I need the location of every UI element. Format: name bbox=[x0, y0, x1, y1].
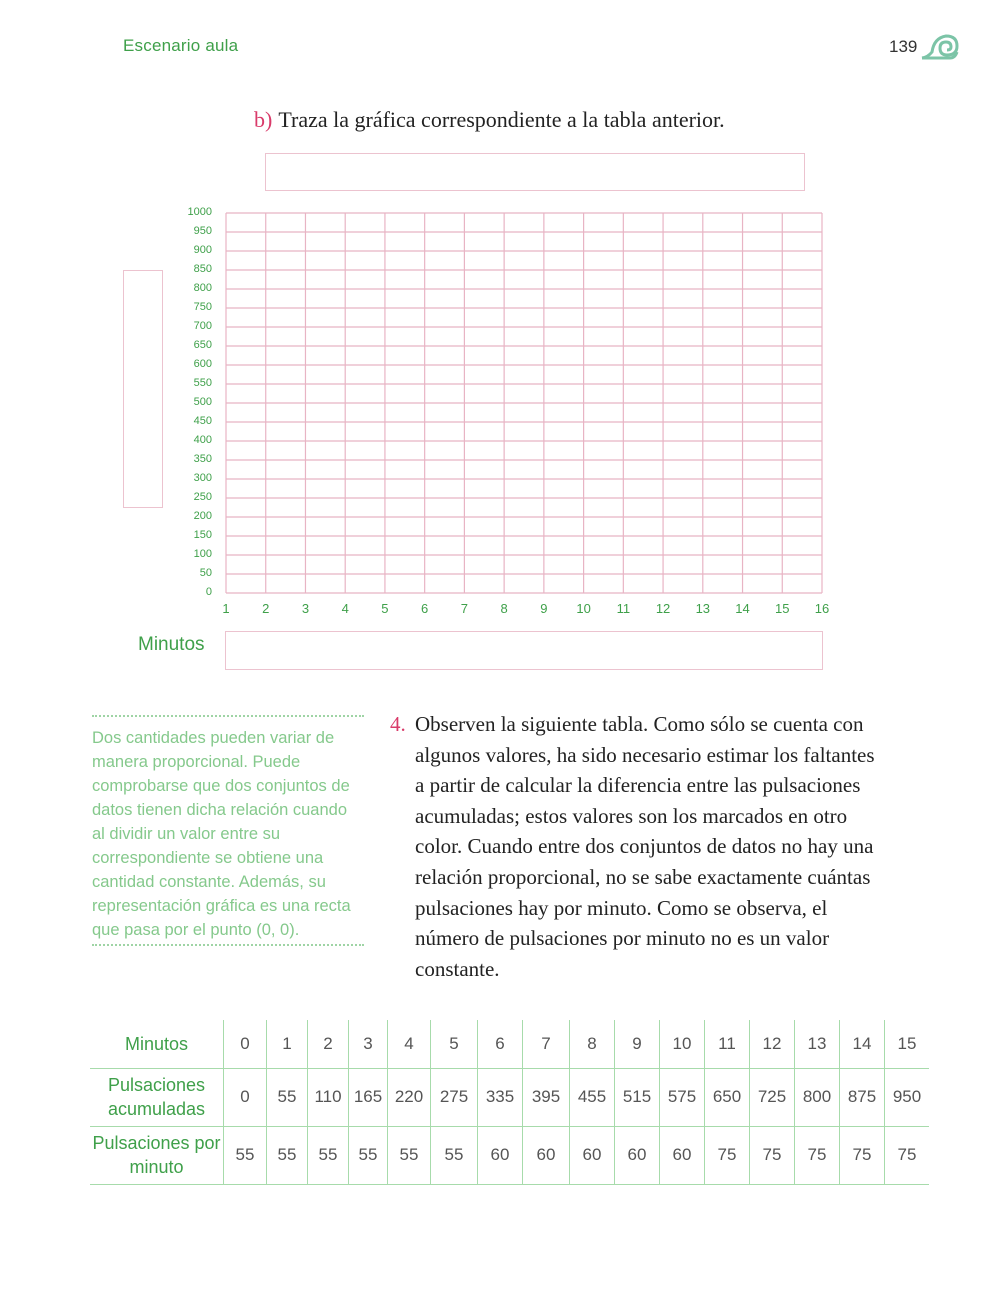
y-tick-label: 200 bbox=[193, 510, 212, 522]
table-cell: 165 bbox=[349, 1068, 388, 1126]
table-cell: 55 bbox=[431, 1126, 478, 1184]
table-cell: 0 bbox=[224, 1020, 267, 1068]
table-cell: 0 bbox=[224, 1068, 267, 1126]
y-tick-label: 700 bbox=[193, 320, 212, 332]
y-tick-label: 450 bbox=[193, 415, 212, 427]
table-cell: 6 bbox=[478, 1020, 523, 1068]
y-tick-label: 950 bbox=[193, 225, 212, 237]
page-number: 139 bbox=[889, 37, 918, 56]
table-cell: 515 bbox=[615, 1068, 660, 1126]
table-cell: 3 bbox=[349, 1020, 388, 1068]
table-cell: 55 bbox=[224, 1126, 267, 1184]
question-4-text: Observen la siguiente tabla. Como sólo se cuenta con algunos valores, ha sido necesario estimar los faltantes a partir de calcular la diferencia entre las pulsaciones acumuladas; estos valores son los marcados en otro color. Cuando entre dos conjuntos de datos no hay una relación proporcional, no se sabe exactamente cuántas pulsaciones hay por minuto. Como se observa, el número de pulsaciones por minuto no es un valor constante. bbox=[415, 712, 875, 981]
table-cell: 110 bbox=[308, 1068, 349, 1126]
table-cell: 75 bbox=[840, 1126, 885, 1184]
x-tick-label: 13 bbox=[695, 601, 711, 616]
snail-icon bbox=[920, 28, 960, 62]
table-cell: 11 bbox=[705, 1020, 750, 1068]
table-cell: 950 bbox=[885, 1068, 930, 1126]
x-tick-label: 14 bbox=[735, 601, 750, 616]
y-tick-label: 350 bbox=[193, 453, 212, 465]
table-cell: 60 bbox=[570, 1126, 615, 1184]
y-tick-label: 300 bbox=[193, 472, 212, 484]
table-cell: 220 bbox=[388, 1068, 431, 1126]
question-b bbox=[254, 107, 725, 133]
y-tick-label: 800 bbox=[193, 282, 212, 294]
y-tick-label: 850 bbox=[193, 263, 212, 275]
x-tick-label: 16 bbox=[814, 601, 830, 616]
table-cell: 55 bbox=[267, 1068, 308, 1126]
y-tick-label: 50 bbox=[199, 567, 212, 579]
y-tick-label: 900 bbox=[193, 244, 212, 256]
x-tick-label: 9 bbox=[540, 601, 548, 616]
question-b-label: b) bbox=[254, 107, 273, 132]
table-cell: 575 bbox=[660, 1068, 705, 1126]
table-cell: 60 bbox=[478, 1126, 523, 1184]
x-tick-label: 10 bbox=[576, 601, 591, 616]
question-b-text: Traza la gráfica correspondiente a la tabla anterior. bbox=[278, 107, 725, 132]
table-cell: 650 bbox=[705, 1068, 750, 1126]
table-cell: 4 bbox=[388, 1020, 431, 1068]
row-header: Pulsaciones acumuladas bbox=[107, 1075, 206, 1119]
table-cell: 800 bbox=[795, 1068, 840, 1126]
pulse-table bbox=[90, 1020, 929, 1185]
y-tick-label: 650 bbox=[193, 339, 212, 351]
table-cell: 60 bbox=[523, 1126, 570, 1184]
y-tick-label: 500 bbox=[193, 396, 212, 408]
table-cell: 14 bbox=[840, 1020, 885, 1068]
table-cell: 9 bbox=[615, 1020, 660, 1068]
note-top-divider bbox=[92, 715, 364, 717]
table-cell: 8 bbox=[570, 1020, 615, 1068]
table-cell: 60 bbox=[615, 1126, 660, 1184]
table-cell: 335 bbox=[478, 1068, 523, 1126]
section-title: Escenario aula bbox=[123, 36, 239, 55]
table-cell: 75 bbox=[750, 1126, 795, 1184]
row-header: Pulsaciones por minuto bbox=[92, 1133, 221, 1177]
x-tick-label: 15 bbox=[775, 601, 790, 616]
note-bottom-divider bbox=[92, 944, 364, 946]
x-tick-label: 7 bbox=[460, 601, 468, 616]
table-cell: 75 bbox=[795, 1126, 840, 1184]
table-cell: 55 bbox=[349, 1126, 388, 1184]
table-cell: 725 bbox=[750, 1068, 795, 1126]
table-row bbox=[90, 1126, 929, 1184]
y-tick-label: 400 bbox=[193, 434, 212, 446]
y-tick-label: 150 bbox=[193, 529, 212, 541]
table-cell: 12 bbox=[750, 1020, 795, 1068]
x-tick-label: 4 bbox=[341, 601, 349, 616]
table-cell: 13 bbox=[795, 1020, 840, 1068]
table-cell: 60 bbox=[660, 1126, 705, 1184]
y-tick-label: 250 bbox=[193, 491, 212, 503]
table-cell: 75 bbox=[885, 1126, 930, 1184]
y-tick-label: 550 bbox=[193, 377, 212, 389]
table-cell: 55 bbox=[267, 1126, 308, 1184]
side-note: Dos cantidades pueden variar de manera proporcional. Puede comprobarse que dos conjuntos de datos tienen dicha relación cuando al dividir un valor entre su correspondiente se obtiene una cantidad constante. Además, su representación gráfica es una recta que pasa por el punto (0, 0). bbox=[92, 729, 351, 939]
y-tick-label: 0 bbox=[205, 586, 212, 598]
x-tick-label: 11 bbox=[616, 601, 631, 616]
table-cell: 395 bbox=[523, 1068, 570, 1126]
y-axis-label-box[interactable] bbox=[123, 270, 163, 508]
y-tick-label: 750 bbox=[193, 301, 212, 313]
table-cell: 55 bbox=[308, 1126, 349, 1184]
y-tick-label: 600 bbox=[193, 358, 212, 370]
graph-title-box[interactable] bbox=[265, 153, 805, 191]
y-tick-label: 100 bbox=[193, 548, 212, 560]
question-4-number: 4. bbox=[390, 712, 406, 736]
x-tick-label: 2 bbox=[262, 601, 270, 616]
table-cell: 10 bbox=[660, 1020, 705, 1068]
table-row bbox=[90, 1068, 929, 1126]
table-cell: 55 bbox=[388, 1126, 431, 1184]
x-axis-answer-box[interactable] bbox=[225, 631, 823, 670]
table-cell: 275 bbox=[431, 1068, 478, 1126]
table-cell: 875 bbox=[840, 1068, 885, 1126]
table-cell: 2 bbox=[308, 1020, 349, 1068]
x-tick-label: 1 bbox=[222, 601, 230, 616]
x-tick-label: 5 bbox=[381, 601, 389, 616]
table-cell: 5 bbox=[431, 1020, 478, 1068]
table-cell: 1 bbox=[267, 1020, 308, 1068]
table-cell: 7 bbox=[523, 1020, 570, 1068]
x-tick-label: 8 bbox=[500, 601, 508, 616]
table-cell: 75 bbox=[705, 1126, 750, 1184]
table-cell: 455 bbox=[570, 1068, 615, 1126]
x-tick-label: 3 bbox=[301, 601, 310, 616]
x-tick-label: 6 bbox=[421, 601, 429, 616]
table-cell: 15 bbox=[885, 1020, 930, 1068]
x-tick-label: 12 bbox=[655, 601, 671, 616]
x-axis-label: Minutos bbox=[138, 634, 205, 655]
table-row bbox=[90, 1020, 929, 1068]
row-header: Minutos bbox=[124, 1033, 189, 1054]
y-tick-label: 1000 bbox=[187, 206, 212, 218]
graph-grid bbox=[224, 211, 824, 595]
